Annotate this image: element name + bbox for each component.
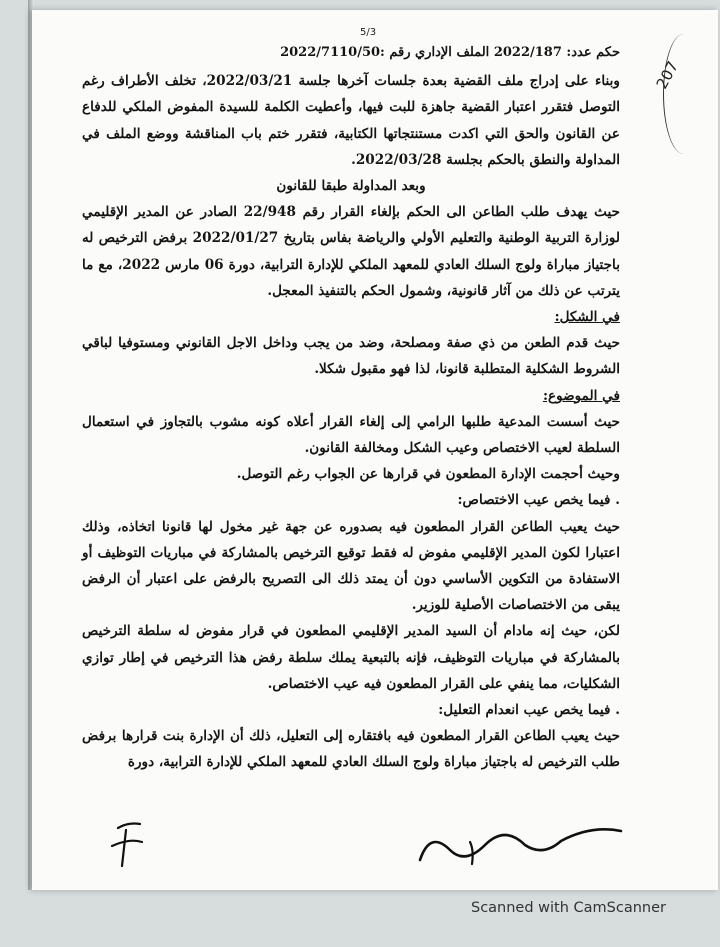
paragraph-request: حيث يهدف طلب الطاعن الى الحكم بإلغاء القرار رقم 22/948 الصادر عن المدير الإقليمي لوزارة التربية الوطنية والتعليم الأولي والرياضة بفاس بتاريخ 2022/01/27 برفض الترخيص له باجتياز مباراة ولوج السلك العادي للمعهد الملكي للإدارة الترابية، دورة 06 مارس 2022، مع ما يترتب عن ذلك من آثار قانونية، وشمول الحكم بالتنفيذ المعجل. (82, 204, 620, 299)
page-number: 5/3 (360, 27, 377, 38)
heading-form: في الشكل: (554, 309, 620, 326)
paragraph-reasoning: حيث يعيب الطاعن القرار المطعون فيه بافتقاره إلى التعليل، ذلك أن الإدارة بنت قرارها برفض طلب الترخيص له باجتياز مباراة ولوج السلك العادي للمعهد الملكي للإدارة الترابية، دورة (82, 728, 620, 771)
heading-deliberation: وبعد المداولة طبقا للقانون (276, 178, 426, 195)
stamp-outline (663, 34, 704, 154)
ruling-header: حكم عدد: 2022/187 الملف الإداري رقم :2022/7110/50 (280, 45, 620, 60)
paragraph-hearings: وبناء على إدراج ملف القضية بعدة جلسات آخرها جلسة 2022/03/21، تخلف الأطراف رغم التوصل فتقرر اعتبار القضية جاهزة للبت فيها، وأعطيت الكلمة للسيدة المفوض الملكي للدفاع عن القانون والحق التي اكدت مستنتجاتها الكتابية، فتقرر ختم باب المناقشة ووضع الملف في المداولة والنطق بالحكم بجلسة 2022/03/28. (82, 73, 620, 168)
heading-reasoning: . فيما يخص عيب انعدام التعليل: (438, 702, 620, 719)
paragraph-jurisdiction: حيث يعيب الطاعن القرار المطعون فيه بصدوره عن جهة غير مخول لها قانونا اتخاذه، وذلك اعتبارا لكون المدير الإقليمي مفوض له فقط توقيع الترخيص بالمشاركة في مباريات التوظيف أو الاستفادة من التكوين الأساسي دون أن يمتد ذلك الى التصريح بالرفض على اعتبار أن الرفض يبقى من الاختصاصات الأصلية للوزير. (82, 518, 620, 614)
heading-subject: في الموضوع: (542, 387, 620, 404)
paragraph-no-response: وحيث أحجمت الإدارة المطعون في قرارها عن الجواب رغم التوصل. (236, 466, 620, 483)
stamp-number: 207 (653, 58, 683, 92)
paragraph-grounds: حيث أسست المدعية طلبها الرامي إلى إلغاء القرار أعلاه كونه مشوب بالتجاوز في استعمال السلطة لعيب الاختصاص وعيب الشكل ومخالفة القانون. (82, 413, 620, 457)
document-body (82, 40, 620, 776)
heading-jurisdiction: . فيما يخص عيب الاختصاص: (457, 492, 620, 509)
paragraph-jurisdiction-reply: لكن، حيث إنه مادام أن السيد المدير الإقليمي المطعون في قرار مفوض له سلطة الترخيص بالمشاركة في مباريات التوظيف، فإنه بالتبعية يملك سلطة رفض هذا الترخيص في إطار توازي الشكليات، مما ينفي على القرار المطعون فيه عيب الاختصاص. (82, 623, 620, 692)
paragraph-form: حيث قدم الطعن من ذي صفة ومصلحة، وضد من يجب وداخل الاجل القانوني ومستوفيا لباقي الشروط الشكلية المتطلبة قانونا، لذا فهو مقبول شكلا. (82, 335, 620, 378)
scanner-watermark: Scanned with CamScanner (470, 900, 666, 916)
